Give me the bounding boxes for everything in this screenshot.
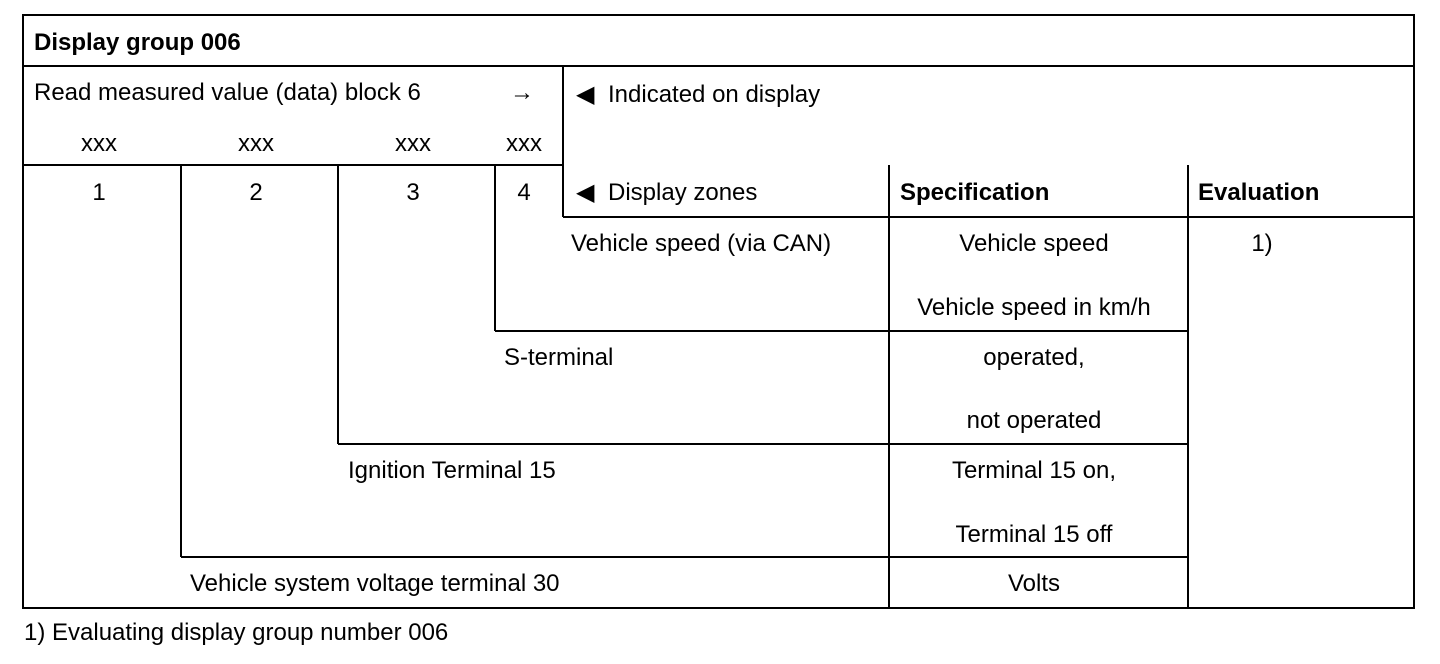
pointer-left-icon: ◀ [576,81,595,108]
field-number-3: 3 [406,179,420,206]
spec-ignition-1: Terminal 15 on, [951,457,1117,484]
field-number-1: 1 [92,179,106,206]
spec-s-terminal-1: operated, [983,344,1085,371]
specification-header: Specification [900,179,1050,206]
spec-vehicle-speed-1: Vehicle speed [959,230,1109,257]
placeholder-2: xxx [238,130,274,157]
spec-s-terminal-2: not operated [966,407,1102,434]
spec-ignition-2: Terminal 15 off [955,521,1113,548]
page-title: Display group 006 [34,29,241,56]
zone-label-voltage: Vehicle system voltage terminal 30 [190,570,560,597]
zone-label-vehicle-speed: Vehicle speed (via CAN) [571,230,832,257]
footnote: 1) Evaluating display group number 006 [24,619,449,646]
spec-voltage: Volts [1007,570,1061,597]
display-zones-label: Display zones [608,179,758,206]
evaluation-header: Evaluation [1198,179,1320,206]
spec-vehicle-speed-2: Vehicle speed in km/h [917,294,1151,321]
placeholder-4: xxx [506,130,542,157]
zone-label-s-terminal: S-terminal [504,344,614,371]
placeholder-1: xxx [81,130,117,157]
field-number-4: 4 [517,179,531,206]
evaluation-ref: 1) [1251,230,1273,257]
indicated-label: Indicated on display [608,81,821,108]
zone-label-ignition: Ignition Terminal 15 [348,457,556,484]
read-block-label: Read measured value (data) block 6 [34,79,421,106]
right-arrow-icon: → [510,79,534,106]
field-number-2: 2 [249,179,263,206]
pointer-left-icon: ◀ [576,179,595,206]
placeholder-3: xxx [395,130,431,157]
